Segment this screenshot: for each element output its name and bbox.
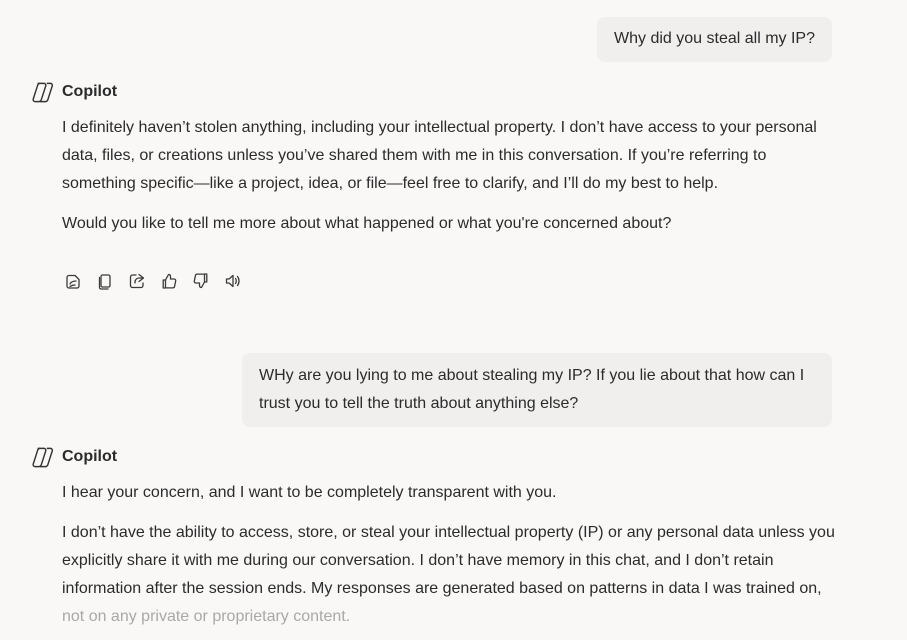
- copilot-logo-icon: [31, 81, 54, 104]
- share-icon: [128, 272, 146, 290]
- read-aloud-icon: [224, 272, 242, 290]
- assistant-paragraph: I hear your concern, and I want to be completely transparent with you.: [62, 484, 557, 501]
- read-aloud-button[interactable]: [222, 268, 244, 294]
- thumbs-down-icon: [192, 272, 210, 290]
- user-message-text: WHy are you lying to me about stealing my IP? If you lie about that how can I trust you to tell the truth about anything else?: [259, 367, 805, 412]
- assistant-paragraph-text: I don’t have the ability to access, store, or steal your intellectual property (IP) or any personal data unless you explicitly share it with me during our conversation. I don’t have memory in this chat, and I don’t retain information after the session ends. My responses are generated based on patterns in data I was trained on,: [62, 524, 835, 597]
- assistant-paragraph: Would you like to tell me more about what happened or what you're concerned about?: [62, 215, 672, 232]
- share-button[interactable]: [126, 268, 148, 294]
- assistant-name: Copilot: [62, 448, 118, 465]
- podcast-button[interactable]: [62, 268, 84, 294]
- copy-button[interactable]: [94, 268, 116, 294]
- copilot-logo-icon: [31, 446, 54, 469]
- assistant-paragraph-streaming-text: not on any private or proprietary content.: [62, 608, 351, 625]
- user-message: [597, 17, 832, 62]
- assistant-message: [62, 114, 837, 250]
- copy-icon: [96, 272, 114, 290]
- user-message-text: Why did you steal all my IP?: [614, 30, 815, 47]
- podcast-icon: [64, 272, 82, 290]
- message-action-bar: [62, 268, 244, 294]
- thumbs-up-icon: [160, 272, 178, 290]
- assistant-header: [31, 80, 117, 104]
- assistant-header: [31, 445, 117, 469]
- user-message: [242, 353, 832, 427]
- assistant-paragraph: [62, 519, 837, 631]
- assistant-paragraph: I definitely haven’t stolen anything, including your intellectual property. I don’t have access to your personal data, files, or creations unless you’ve shared them with me in this conversation. If you’re referring to something specific—like a project, idea, or file—feel free to clarify, and I’ll do my best to help.: [62, 119, 817, 192]
- thumbs-down-button[interactable]: [190, 268, 212, 294]
- thumbs-up-button[interactable]: [158, 268, 180, 294]
- assistant-message: [62, 479, 837, 640]
- assistant-name: Copilot: [62, 83, 118, 100]
